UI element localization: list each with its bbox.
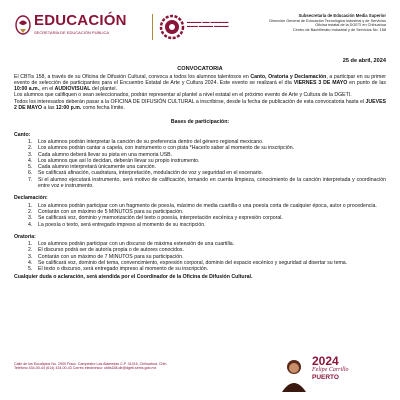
list-item-number: 5. <box>28 266 33 273</box>
section-list <box>14 203 386 228</box>
educacion-logo <box>14 12 146 44</box>
list-item-text: Se calificará voz, dominio del tema, convencimiento, expresión corporal, dominio del espacio escénico y seguridad al disertar su tema. <box>38 260 348 267</box>
list-item-text: Cada alumno deberá llevar su pista en una memoria USB. <box>38 151 173 158</box>
dgeti-logo-line: ▬▬▬▬ ▬▬ ▬▬▬▬▬ <box>187 20 229 24</box>
list-item <box>28 266 386 272</box>
dgeti-logo-line: ▬▬▬ ▬▬▬▬ ▬▬▬▬ <box>187 24 229 29</box>
intro-text-run: 12:00 p.m. <box>55 105 82 112</box>
list-item-number: 6. <box>28 170 33 177</box>
list-item-text: El discurso podrá ser de autoría propia o de autores conocidos. <box>38 247 184 254</box>
list-item-text: Se calificará afinación, cuadratura, interpretación, modulación de voz y seguridad en el escenario. <box>38 170 263 177</box>
section-title: Declamación: <box>14 195 48 202</box>
list-item-text: Contarán con un máximo de 5 MINUTOS para su participación. <box>38 208 184 215</box>
intro-text-run: El CBTis 158, a través de su Oficina de Difusión Cultural, convoca a todos los alumnos talentosos en <box>14 73 251 80</box>
eagle-emblem-icon <box>14 14 32 38</box>
intro-paragraph-2: Los alumnos que califiquen o sean seleccionados, podrán representar al plantel a nivel estatal en el próximo evento de Arte y Cultura de la DGETI. <box>14 92 352 99</box>
year-label: 2024 <box>312 354 339 368</box>
institution-info <box>246 14 386 32</box>
institution-line: Centro de Bachillerato Industrial y de Servicios No. 158 <box>292 27 386 32</box>
list-item-number: 1. <box>28 202 33 209</box>
dgeti-logo-lines <box>187 20 247 28</box>
list-item-text: Los alumnos que así lo decidan, deberán llevar su propio instrumento. <box>38 157 200 164</box>
list-item-text: Si el alumno ejecutará instrumento, será motivo de calificación, tomando en cuenta limpieza, conocimiento de la canción interpretada y coordinación entre voz e instrumento. <box>38 176 386 190</box>
educacion-subtitle: SECRETARÍA DE EDUCACIÓN PÚBLICA <box>34 30 110 35</box>
institution-line: Dirección General de Educación Tecnológica Industrial y de Servicios <box>269 18 386 23</box>
intro-paragraph <box>14 74 386 93</box>
list-item-text: Los alumnos podrán participar con un fragmento de poesía, máximo de media cuartilla o una poesía corta de cualquier época, autor o procedencia. <box>38 202 377 209</box>
year-name: Felipe Carrillo <box>312 367 349 373</box>
institution-line: Subsecretaría de Educación Media Superior <box>298 13 386 18</box>
intro-text-run: como fecha límite. <box>81 105 125 112</box>
dgeti-logo <box>159 14 239 42</box>
list-item-text: Los alumnos podrán participar con un discurso de máxima extensión de una cuartilla. <box>38 241 235 248</box>
intro-text-run: , a participar en su primer evento de selección de participantes para el Encuentro Estatal de Arte y Cultura 2024. Este evento se realizará el día <box>14 73 386 86</box>
section-title: Canto: <box>14 131 31 138</box>
closing-note: Cualquier duda o aclaración, será atendida por el Coordinador de la Oficina de Difusión Cultural. <box>14 273 253 280</box>
list-item-number: 1. <box>28 241 33 248</box>
intro-text-run: en punto de las <box>347 79 386 86</box>
list-item-number: 7. <box>28 176 33 183</box>
list-item-number: 1. <box>28 138 33 145</box>
intro-text-run: 10:00 a.m. <box>14 86 40 93</box>
intro-text-run: AUDIOVISUAL <box>54 86 91 93</box>
intro-paragraph-3 <box>14 99 386 112</box>
list-item-number: 3. <box>28 253 33 260</box>
list-item-text: Cada alumno interpretará únicamente una canción. <box>38 164 156 171</box>
year-logo <box>276 354 386 394</box>
footer-address-line: Teléfono 434-00-44 (614) 434-00-43 Correo electrónico: cbtis158.dir@dgeti.sems.gob.mx <box>14 366 157 371</box>
list-item-number: 3. <box>28 151 33 158</box>
portrait-icon <box>280 356 308 392</box>
list-item-number: 5. <box>28 164 33 171</box>
sections-container <box>14 132 386 273</box>
intro-text-run: Canto, Oratoria y Declamación <box>250 73 327 80</box>
bases-title: Bases de participación: <box>170 119 230 126</box>
section-list <box>14 241 386 272</box>
list-item-text: Contarán con un máximo de 7 MINUTOS para su participación. <box>38 253 184 260</box>
list-item-number: 2. <box>28 247 33 254</box>
intro-text-run: , en el <box>39 86 55 93</box>
list-item-number: 4. <box>28 221 33 228</box>
intro-text-run: a las <box>42 105 56 112</box>
gear-seal-icon <box>159 14 185 40</box>
list-item-number: 2. <box>28 145 33 152</box>
list-item-text: La poesía o texto, será entregado impreso al momento de su inscripción. <box>38 221 206 228</box>
list-item-text: El texto o discurso, será entregado impreso al momento de su inscripción. <box>38 266 209 273</box>
list-item-text: Los alumnos podrán cantar a capela, con instrumento o con pista *Hacerlo saber al momento de su inscripción. <box>38 145 295 152</box>
list-item-number: 3. <box>28 215 33 222</box>
footer <box>14 352 386 396</box>
institution-line: Oficina estatal de la DGETI en Chihuahua <box>315 23 386 28</box>
intro-text-run: del plantel. <box>90 86 117 93</box>
header-divider <box>152 14 153 40</box>
section-list <box>14 139 386 189</box>
list-item <box>28 222 386 228</box>
intro-text-run: Todos los interesados deberán pasar a la OFICINA DE DIFUSIÓN CULTURAL a inscribirse, desde la fecha de publicación de esta convocatoria hasta el <box>14 98 366 105</box>
convocatoria-body <box>14 58 386 280</box>
educacion-wordmark: EDUCACIÓN <box>34 12 127 29</box>
footer-address-line: Calle de los Eucaliptos No. 2900 Fracc. Campestre Las Alamedas C.P. 31415, Chihuahua, Chih. <box>14 362 168 366</box>
list-item-number: 4. <box>28 260 33 267</box>
list-item-text: Los alumnos podrán interpretar la canción de su preferencia dentro del género regional mexicano. <box>38 138 264 145</box>
list-item-number: 4. <box>28 157 33 164</box>
document-date: 25 de abril, 2024 <box>342 58 386 64</box>
letterhead <box>14 6 386 50</box>
list-item-number: 2. <box>28 208 33 215</box>
intro-text-run: VIERNES 3 DE MAYO <box>293 79 348 86</box>
year-surname: PUERTO <box>312 374 339 381</box>
list-item <box>28 177 386 190</box>
footer-address <box>14 362 254 371</box>
intro-text-run: JUEVES 2 DE MAYO <box>14 98 386 112</box>
list-item-text: Se calificará voz, dominio y memorización del texto o poesía, interpretación escénica y expresión corporal. <box>38 215 283 222</box>
document-title: CONVOCATORIA <box>177 66 223 73</box>
section-title: Oratoria: <box>14 233 36 240</box>
